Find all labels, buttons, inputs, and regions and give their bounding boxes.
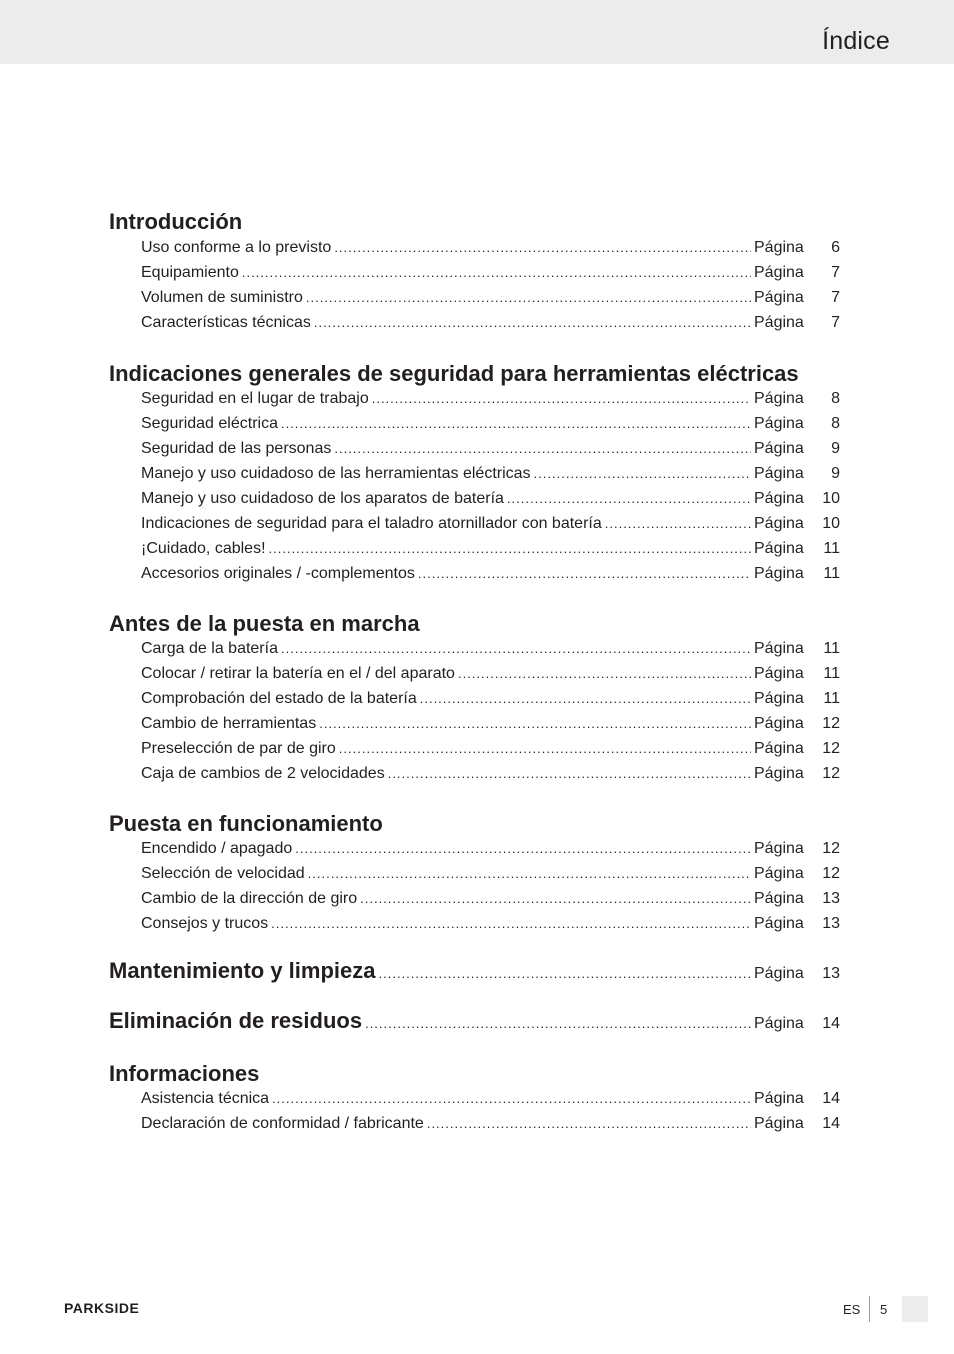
entry-pagina-word: Página <box>754 440 804 457</box>
entry-label: Carga de la batería <box>141 640 278 657</box>
entry-label: Asistencia técnica <box>141 1090 270 1107</box>
entry-pagina-word: Página <box>754 965 804 982</box>
entry-label: ¡Cuidado, cables! <box>141 540 266 557</box>
dot-leader <box>339 741 751 756</box>
entry-page-number: 7 <box>831 289 840 306</box>
entry-page-number: 9 <box>831 465 840 482</box>
entry-page-number: 7 <box>831 314 840 331</box>
toc-entry[interactable] <box>141 289 840 314</box>
entry-label: Cambio de herramientas <box>141 715 317 732</box>
entry-label: Selección de velocidad <box>141 865 305 882</box>
section-title: Eliminación de residuos <box>109 1008 363 1033</box>
toc-entry[interactable] <box>141 540 840 565</box>
entry-page-number: 11 <box>823 565 840 582</box>
entry-label: Caja de cambios de 2 velocidades <box>141 765 385 782</box>
entry-pagina-word: Página <box>754 565 804 582</box>
dot-leader <box>458 666 751 681</box>
dot-leader <box>272 1091 751 1106</box>
toc-section-indicaciones-generales <box>109 359 840 389</box>
dot-leader <box>605 516 751 531</box>
entry-page-number: 12 <box>822 715 840 732</box>
entry-page-number: 11 <box>823 540 840 557</box>
page-number: 5 <box>880 1302 888 1317</box>
entry-label: Volumen de suministro <box>141 289 303 306</box>
dot-leader <box>388 766 751 781</box>
entry-page-number: 12 <box>822 740 840 757</box>
dot-leader <box>269 541 751 556</box>
dot-leader <box>334 240 751 255</box>
toc-heading-entry-eliminacion[interactable] <box>109 1008 840 1038</box>
entry-page-number: 9 <box>831 440 840 457</box>
toc-entry[interactable] <box>141 415 840 440</box>
toc-entry[interactable] <box>141 1115 840 1140</box>
toc-section-antes-puesta-marcha <box>109 609 840 639</box>
entry-label: Preselección de par de giro <box>141 740 336 757</box>
toc-entry[interactable] <box>141 264 840 289</box>
toc-entry[interactable] <box>141 515 840 540</box>
dot-leader <box>295 841 751 856</box>
dot-leader <box>360 891 751 906</box>
dot-leader <box>379 966 752 981</box>
toc-section-puesta-funcionamiento <box>109 809 840 839</box>
entry-pagina-word: Página <box>754 264 804 281</box>
section-title: Introducción <box>109 209 243 234</box>
entry-pagina-word: Página <box>754 1015 804 1032</box>
entry-page-number: 11 <box>823 640 840 657</box>
dot-leader <box>271 916 751 931</box>
dot-leader <box>534 466 751 481</box>
entry-page-number: 14 <box>822 1090 840 1107</box>
section-title: Antes de la puesta en marcha <box>109 611 420 636</box>
entry-page-number: 10 <box>822 490 840 507</box>
toc-entry[interactable] <box>141 440 840 465</box>
parkside-logo: PARKSIDE <box>64 1300 140 1316</box>
entry-label: Accesorios originales / -complementos <box>141 565 415 582</box>
entry-page-number: 11 <box>823 690 840 707</box>
toc-entry[interactable] <box>141 490 840 515</box>
language-code: ES <box>843 1302 861 1317</box>
footer-divider <box>869 1296 870 1322</box>
toc-entry[interactable] <box>141 690 840 715</box>
dot-leader <box>281 641 751 656</box>
entry-pagina-word: Página <box>754 640 804 657</box>
page-title: Índice <box>822 27 890 55</box>
toc-entry[interactable] <box>141 565 840 590</box>
dot-leader <box>306 290 751 305</box>
toc-entry[interactable] <box>141 715 840 740</box>
entry-page-number: 11 <box>823 665 840 682</box>
toc-entry[interactable] <box>141 465 840 490</box>
entry-page-number: 8 <box>831 415 840 432</box>
entry-pagina-word: Página <box>754 540 804 557</box>
toc-entry[interactable] <box>141 239 840 264</box>
section-title: Informaciones <box>109 1061 260 1086</box>
entry-page-number: 13 <box>822 915 840 932</box>
entry-pagina-word: Página <box>754 915 804 932</box>
entry-label: Comprobación del estado de la batería <box>141 690 417 707</box>
toc-heading-entry-mantenimiento[interactable] <box>109 958 840 988</box>
toc-entry[interactable] <box>141 840 840 865</box>
entry-pagina-word: Página <box>754 740 804 757</box>
section-title: Indicaciones generales de seguridad para herramientas eléctricas <box>109 361 799 386</box>
entry-pagina-word: Página <box>754 415 804 432</box>
entry-page-number: 6 <box>831 239 840 256</box>
dot-leader <box>319 716 751 731</box>
entry-label: Equipamiento <box>141 264 239 281</box>
dot-leader <box>281 416 751 431</box>
toc-entry[interactable] <box>141 890 840 915</box>
toc-entry[interactable] <box>141 865 840 890</box>
entry-label: Indicaciones de seguridad para el taladro atornillador con batería <box>141 515 602 532</box>
dot-leader <box>334 441 751 456</box>
entry-pagina-word: Página <box>754 690 804 707</box>
entry-pagina-word: Página <box>754 515 804 532</box>
entry-label: Uso conforme a lo previsto <box>141 239 332 256</box>
toc-section-introduccion <box>109 207 840 237</box>
entry-pagina-word: Página <box>754 490 804 507</box>
toc-entry[interactable] <box>141 314 840 339</box>
dot-leader <box>242 265 751 280</box>
toc-entry[interactable] <box>141 390 840 415</box>
entry-pagina-word: Página <box>754 890 804 907</box>
dot-leader <box>507 491 751 506</box>
entry-pagina-word: Página <box>754 239 804 256</box>
toc-entry[interactable] <box>141 915 840 940</box>
entry-page-number: 14 <box>822 1015 840 1032</box>
entry-label: Seguridad eléctrica <box>141 415 278 432</box>
entry-pagina-word: Página <box>754 865 804 882</box>
entry-pagina-word: Página <box>754 289 804 306</box>
toc-entry[interactable] <box>141 640 840 665</box>
entry-label: Características técnicas <box>141 314 311 331</box>
entry-label: Encendido / apagado <box>141 840 293 857</box>
toc-entry[interactable] <box>141 740 840 765</box>
entry-pagina-word: Página <box>754 1090 804 1107</box>
dot-leader <box>314 315 751 330</box>
entry-page-number: 13 <box>822 890 840 907</box>
entry-pagina-word: Página <box>754 1115 804 1132</box>
toc-section-informaciones <box>109 1059 840 1089</box>
entry-page-number: 12 <box>822 865 840 882</box>
header-band <box>0 0 954 64</box>
entry-page-number: 14 <box>822 1115 840 1132</box>
footer-tab-marker <box>902 1296 928 1322</box>
entry-label: Declaración de conformidad / fabricante <box>141 1115 424 1132</box>
section-title: Mantenimiento y limpieza <box>109 958 376 983</box>
entry-pagina-word: Página <box>754 715 804 732</box>
dot-leader <box>372 391 751 406</box>
entry-label: Cambio de la dirección de giro <box>141 890 358 907</box>
section-title: Puesta en funcionamiento <box>109 811 383 836</box>
toc-entry[interactable] <box>141 665 840 690</box>
entry-page-number: 8 <box>831 390 840 407</box>
entry-pagina-word: Página <box>754 840 804 857</box>
entry-label: Seguridad en el lugar de trabajo <box>141 390 369 407</box>
entry-page-number: 10 <box>822 515 840 532</box>
entry-pagina-word: Página <box>754 390 804 407</box>
toc-entry[interactable] <box>141 1090 840 1115</box>
toc-entry[interactable] <box>141 765 840 790</box>
dot-leader <box>308 866 751 881</box>
dot-leader <box>420 691 751 706</box>
dot-leader <box>365 1016 751 1031</box>
entry-page-number: 12 <box>822 765 840 782</box>
entry-page-number: 13 <box>822 965 840 982</box>
entry-pagina-word: Página <box>754 314 804 331</box>
entry-pagina-word: Página <box>754 465 804 482</box>
entry-pagina-word: Página <box>754 665 804 682</box>
dot-leader <box>427 1116 751 1131</box>
entry-label: Manejo y uso cuidadoso de los aparatos de batería <box>141 490 504 507</box>
entry-label: Manejo y uso cuidadoso de las herramientas eléctricas <box>141 465 531 482</box>
entry-page-number: 7 <box>831 264 840 281</box>
dot-leader <box>418 566 751 581</box>
entry-label: Seguridad de las personas <box>141 440 332 457</box>
entry-label: Colocar / retirar la batería en el / del aparato <box>141 665 455 682</box>
entry-page-number: 12 <box>822 840 840 857</box>
entry-label: Consejos y trucos <box>141 915 269 932</box>
entry-pagina-word: Página <box>754 765 804 782</box>
